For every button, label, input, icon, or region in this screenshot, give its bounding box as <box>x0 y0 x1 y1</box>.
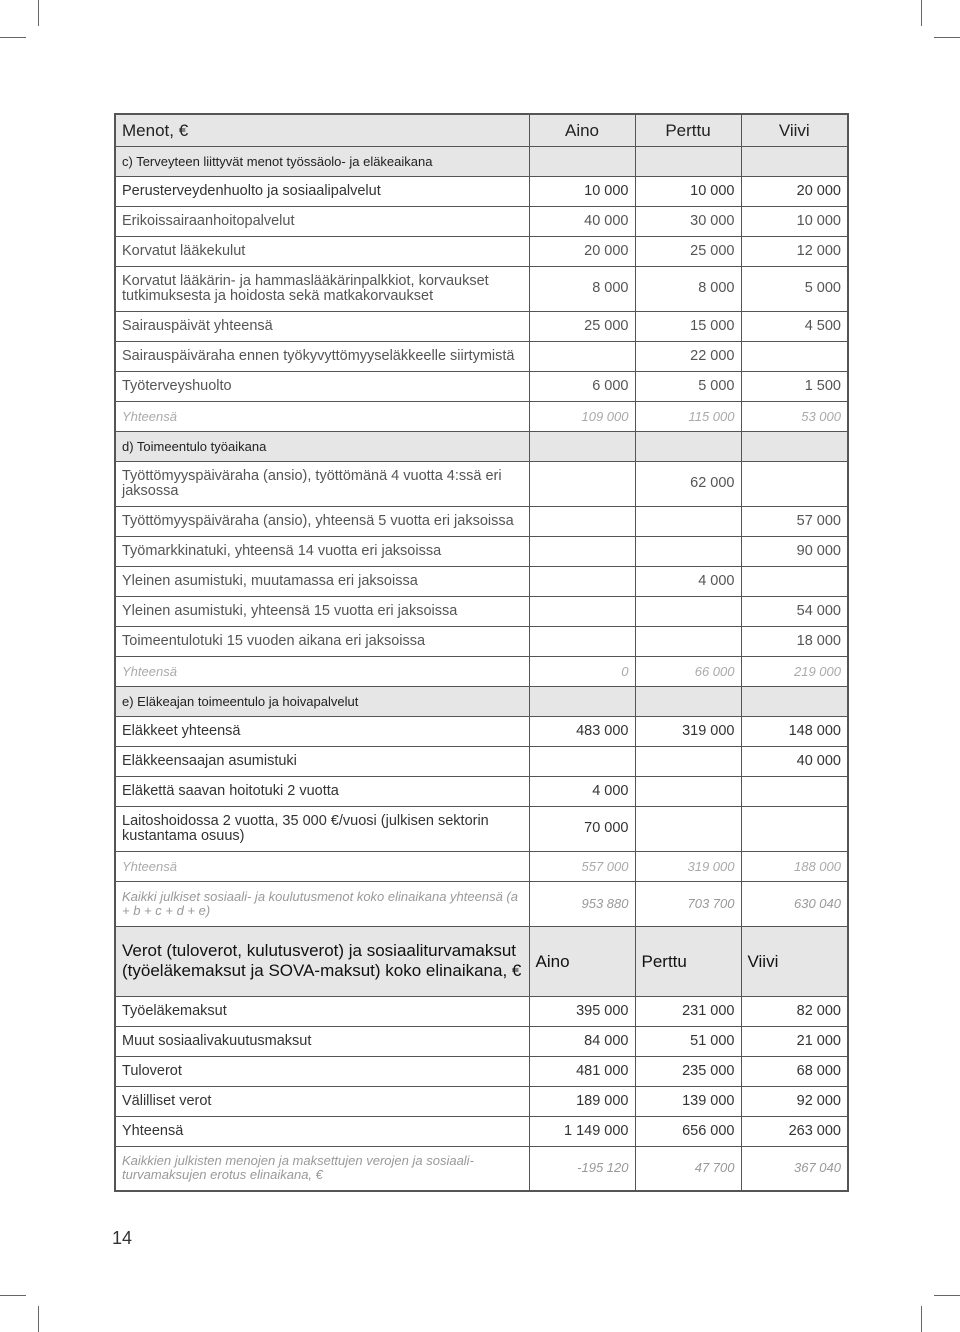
value-perttu <box>635 626 741 656</box>
header-viivi: Viivi <box>741 114 848 146</box>
value-viivi <box>741 461 848 506</box>
value-perttu <box>635 806 741 851</box>
value-aino: 70 000 <box>529 806 635 851</box>
subtotal-row <box>115 656 848 686</box>
grand-total-perttu: 703 700 <box>635 881 741 926</box>
value-viivi: 21 000 <box>741 1026 848 1056</box>
value-aino: 481 000 <box>529 1056 635 1086</box>
table-row <box>115 311 848 341</box>
value-viivi: 148 000 <box>741 716 848 746</box>
page-number: 14 <box>112 1228 133 1248</box>
subtotal-aino: 109 000 <box>529 401 635 431</box>
subtotal-viivi: 53 000 <box>741 401 848 431</box>
crop-mark <box>921 1306 922 1332</box>
value-aino <box>529 506 635 536</box>
value-viivi: 4 500 <box>741 311 848 341</box>
value-perttu <box>635 596 741 626</box>
row-label: Sairauspäivät yhteensä <box>115 311 529 341</box>
row-label: Laitoshoidossa 2 vuotta, 35 000 €/vuosi (julkisen sektorin kustantama osuus) <box>115 806 529 851</box>
subtotal-viivi: 188 000 <box>741 851 848 881</box>
expenses-table <box>114 113 849 1192</box>
subtotal-label: Yhteensä <box>115 851 529 881</box>
value-viivi: 92 000 <box>741 1086 848 1116</box>
section-heading <box>115 146 848 176</box>
value-aino: 189 000 <box>529 1086 635 1116</box>
crop-mark <box>0 37 26 38</box>
value-perttu: 139 000 <box>635 1086 741 1116</box>
subtotal-row <box>115 401 848 431</box>
crop-mark <box>0 1295 26 1296</box>
table-row <box>115 341 848 371</box>
value-perttu: 231 000 <box>635 996 741 1026</box>
row-label: Työttömyyspäiväraha (ansio), yhteensä 5 vuotta eri jaksoissa <box>115 506 529 536</box>
crop-mark <box>921 0 922 26</box>
subtotal-label: Yhteensä <box>115 656 529 686</box>
row-label: Perusterveydenhuolto ja sosiaalipalvelut <box>115 176 529 206</box>
value-aino: 4 000 <box>529 776 635 806</box>
subtotal-viivi: 219 000 <box>741 656 848 686</box>
table-row <box>115 596 848 626</box>
value-perttu: 51 000 <box>635 1026 741 1056</box>
value-perttu: 319 000 <box>635 716 741 746</box>
value-viivi: 10 000 <box>741 206 848 236</box>
crop-mark <box>38 1306 39 1332</box>
value-perttu <box>635 746 741 776</box>
value-viivi: 12 000 <box>741 236 848 266</box>
section-heading <box>115 686 848 716</box>
table-row <box>115 566 848 596</box>
value-aino <box>529 626 635 656</box>
section-heading <box>115 431 848 461</box>
crop-mark <box>38 0 39 26</box>
table-row <box>115 206 848 236</box>
value-perttu: 15 000 <box>635 311 741 341</box>
table-row <box>115 626 848 656</box>
row-label: Muut sosiaalivakuutusmaksut <box>115 1026 529 1056</box>
value-aino: 25 000 <box>529 311 635 341</box>
value-perttu: 30 000 <box>635 206 741 236</box>
grand-total-label: Kaikki julkiset sosiaali- ja koulutusmenot koko elinaikana yhteensä (a + b + c + d + e) <box>115 881 529 926</box>
value-viivi: 68 000 <box>741 1056 848 1086</box>
header-aino: Aino <box>529 114 635 146</box>
subtotal-aino: 0 <box>529 656 635 686</box>
table-header-taxes <box>115 926 848 996</box>
value-viivi: 18 000 <box>741 626 848 656</box>
value-perttu <box>635 536 741 566</box>
table-row <box>115 1026 848 1056</box>
grand-total-viivi: 630 040 <box>741 881 848 926</box>
subtotal-perttu: 319 000 <box>635 851 741 881</box>
value-aino <box>529 746 635 776</box>
table-row <box>115 806 848 851</box>
row-label: Yleinen asumistuki, muutamassa eri jaksoissa <box>115 566 529 596</box>
value-viivi: 82 000 <box>741 996 848 1026</box>
table-row <box>115 1086 848 1116</box>
header-perttu: Perttu <box>635 114 741 146</box>
value-perttu: 22 000 <box>635 341 741 371</box>
header-title: Menot, € <box>115 114 529 146</box>
value-aino: 6 000 <box>529 371 635 401</box>
table-row <box>115 776 848 806</box>
row-label: Korvatut lääkekulut <box>115 236 529 266</box>
header-viivi: Viivi <box>741 926 848 996</box>
row-label: Sairauspäiväraha ennen työkyvyttömyyseläkkeelle siirtymistä <box>115 341 529 371</box>
difference-viivi: 367 040 <box>741 1146 848 1191</box>
table-row <box>115 996 848 1026</box>
row-label: Yhteensä <box>115 1116 529 1146</box>
row-label: Työeläkemaksut <box>115 996 529 1026</box>
value-aino: 483 000 <box>529 716 635 746</box>
table-row <box>115 506 848 536</box>
row-label: Työterveyshuolto <box>115 371 529 401</box>
row-label: Korvatut lääkärin- ja hammaslääkärinpalkkiot, korvaukset tutkimuksesta ja hoidosta sekä matkakorvaukset <box>115 266 529 311</box>
row-label: Työmarkkinatuki, yhteensä 14 vuotta eri jaksoissa <box>115 536 529 566</box>
row-label: Tuloverot <box>115 1056 529 1086</box>
value-perttu: 8 000 <box>635 266 741 311</box>
table-row <box>115 176 848 206</box>
value-aino: 10 000 <box>529 176 635 206</box>
value-aino: 40 000 <box>529 206 635 236</box>
difference-row <box>115 1146 848 1191</box>
value-viivi: 54 000 <box>741 596 848 626</box>
value-perttu: 10 000 <box>635 176 741 206</box>
value-viivi: 20 000 <box>741 176 848 206</box>
value-viivi <box>741 341 848 371</box>
section-title: c) Terveyteen liittyvät menot työssäolo- ja eläkeaikana <box>115 146 529 176</box>
row-label: Välilliset verot <box>115 1086 529 1116</box>
value-aino: 20 000 <box>529 236 635 266</box>
subtotal-perttu: 66 000 <box>635 656 741 686</box>
row-label: Eläkettä saavan hoitotuki 2 vuotta <box>115 776 529 806</box>
value-perttu: 4 000 <box>635 566 741 596</box>
value-perttu: 656 000 <box>635 1116 741 1146</box>
value-aino <box>529 461 635 506</box>
row-label: Toimeentulotuki 15 vuoden aikana eri jaksoissa <box>115 626 529 656</box>
section-title: e) Eläkeajan toimeentulo ja hoivapalvelut <box>115 686 529 716</box>
value-perttu: 62 000 <box>635 461 741 506</box>
row-label: Työttömyyspäiväraha (ansio), työttömänä 4 vuotta 4:ssä eri jaksossa <box>115 461 529 506</box>
value-viivi: 263 000 <box>741 1116 848 1146</box>
row-label: Eläkkeet yhteensä <box>115 716 529 746</box>
crop-mark <box>934 37 960 38</box>
value-perttu: 5 000 <box>635 371 741 401</box>
table-row <box>115 716 848 746</box>
table-row <box>115 236 848 266</box>
table-row <box>115 461 848 506</box>
value-viivi: 40 000 <box>741 746 848 776</box>
row-label: Erikoissairaanhoitopalvelut <box>115 206 529 236</box>
table-header <box>115 114 848 146</box>
header-perttu: Perttu <box>635 926 741 996</box>
grand-total-aino: 953 880 <box>529 881 635 926</box>
value-viivi: 57 000 <box>741 506 848 536</box>
header-aino: Aino <box>529 926 635 996</box>
taxes-header-title: Verot (tuloverot, kulutusverot) ja sosiaaliturvamaksut (työeläkemaksut ja SOVA-maksut) koko elinaikana, € <box>115 926 529 996</box>
value-viivi: 1 500 <box>741 371 848 401</box>
value-viivi: 90 000 <box>741 536 848 566</box>
difference-perttu: 47 700 <box>635 1146 741 1191</box>
table-row <box>115 536 848 566</box>
value-aino <box>529 566 635 596</box>
row-label: Yleinen asumistuki, yhteensä 15 vuotta eri jaksoissa <box>115 596 529 626</box>
value-viivi <box>741 806 848 851</box>
value-perttu: 25 000 <box>635 236 741 266</box>
value-aino: 8 000 <box>529 266 635 311</box>
subtotal-label: Yhteensä <box>115 401 529 431</box>
value-viivi <box>741 776 848 806</box>
value-viivi: 5 000 <box>741 266 848 311</box>
subtotal-row <box>115 851 848 881</box>
subtotal-aino: 557 000 <box>529 851 635 881</box>
value-aino <box>529 341 635 371</box>
row-label: Eläkkeensaajan asumistuki <box>115 746 529 776</box>
value-aino <box>529 536 635 566</box>
grand-total-row <box>115 881 848 926</box>
table-row <box>115 746 848 776</box>
value-perttu <box>635 506 741 536</box>
value-perttu: 235 000 <box>635 1056 741 1086</box>
table-row <box>115 266 848 311</box>
table-row <box>115 1056 848 1086</box>
value-viivi <box>741 566 848 596</box>
section-title: d) Toimeentulo työaikana <box>115 431 529 461</box>
difference-aino: -195 120 <box>529 1146 635 1191</box>
value-aino: 1 149 000 <box>529 1116 635 1146</box>
value-aino: 84 000 <box>529 1026 635 1056</box>
table-row <box>115 371 848 401</box>
value-aino: 395 000 <box>529 996 635 1026</box>
value-perttu <box>635 776 741 806</box>
subtotal-perttu: 115 000 <box>635 401 741 431</box>
crop-mark <box>934 1295 960 1296</box>
value-aino <box>529 596 635 626</box>
difference-label: Kaikkien julkisten menojen ja maksettujen verojen ja sosiaali- turvamaksujen erotus elinaikana, € <box>115 1146 529 1191</box>
table-row <box>115 1116 848 1146</box>
